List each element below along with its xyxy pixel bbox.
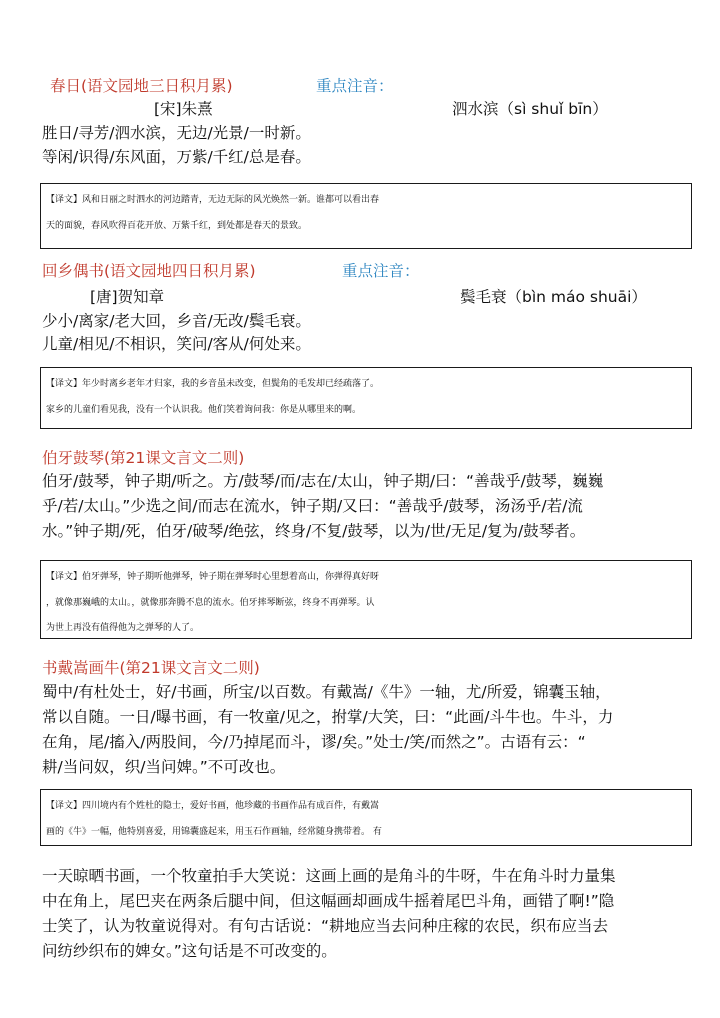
text4-line-1: 蜀中/有杜处士，好/书画，所宝/以百数。有戴嵩/《牛》一轴，尤/所爱，锦囊玉轴， — [42, 683, 611, 701]
translation-line: 画的《牛》一幅，他特别喜爱，用锦囊盛起来，用玉石作画轴，经常随身携带着。 有 — [46, 826, 382, 837]
poem1-author: [宋]朱熹 — [154, 100, 213, 118]
text4-line-2: 常以自随。一日/曝书画，有一牧童/见之，拊掌/大笑，曰：“此画/斗牛也。牛斗，力 — [42, 708, 614, 726]
text3-translation-box — [40, 560, 692, 639]
translation-line: 为世上再没有值得他为之弹琴的人了。 — [46, 623, 200, 633]
poem1-pinyin-note: 泗水滨（sì shuǐ bīn） — [452, 100, 608, 118]
translation-line: 【译文】四川境内有个姓杜的隐士，爱好书画，他珍藏的书画作品有成百件，有戴嵩 — [46, 801, 380, 811]
text4-line-4: 耕/当问奴，织/当问婢。”不可改也。 — [42, 758, 286, 776]
poem1-title: 春日(语文园地三日积月累) — [50, 77, 233, 95]
poem1-line-2: 等闲/识得/东风面，万紫/千红/总是春。 — [42, 148, 311, 166]
text4-continuation-line-1: 一天晾晒书画，一个牧童拍手大笑说：这画上画的是角斗的牛呀，牛在角斗时力量集 — [42, 867, 616, 885]
text4-translation-box — [40, 789, 692, 846]
text4-continuation-line-4: 问纺纱织布的婢女。”这句话是不可改变的。 — [42, 942, 337, 960]
translation-line: 家乡的儿童们看见我，没有一个认识我。他们笑着询问我：你是从哪里来的啊。 — [46, 404, 362, 415]
text4-continuation-line-2: 中在角上，尾巴夹在两条后腿中间，但这幅画却画成牛摇着尾巴斗角，画错了啊!”隐 — [42, 892, 615, 910]
poem1-line-1: 胜日/寻芳/泗水滨，无边/光景/一时新。 — [42, 124, 311, 142]
poem1-translation-box — [40, 183, 692, 249]
translation-line: 【译文】年少时离乡老年才归家，我的乡音虽未改变，但鬓角的毛发却已经疏落了。 — [46, 379, 380, 389]
text3-line-2: 乎/若/太山。”少选之间/而志在流水，钟子期/又曰：“善哉乎/鼓琴，汤汤乎/若/流 — [42, 497, 583, 515]
translation-line: ，就像那巍峨的太山。，就像那奔腾不息的流水。伯牙摔琴断弦，终身不再弹琴。认 — [46, 597, 375, 608]
text4-title: 书戴嵩画牛(第21课文言文二则) — [42, 659, 260, 677]
text3-line-1: 伯牙/鼓琴，钟子期/听之。方/鼓琴/而/志在/太山，钟子期/曰：“善哉乎/鼓琴，巍巍 — [42, 472, 604, 490]
poem1-key-label: 重点注音： — [316, 77, 394, 95]
poem2-line-1: 少小/离家/老大回，乡音/无改/鬓毛衰。 — [42, 312, 311, 330]
poem2-line-2: 儿童/相见/不相识，笑问/客从/何处来。 — [42, 335, 311, 353]
poem2-pinyin-note: 鬓毛衰（bìn máo shuāi） — [460, 288, 647, 306]
translation-line: 【译文】伯牙弹琴，钟子期听他弹琴，钟子期在弹琴时心里想着高山，你弹得真好呀 — [46, 572, 380, 582]
text3-title: 伯牙鼓琴(第21课文言文二则) — [42, 449, 245, 467]
poem2-key-label: 重点注音： — [342, 262, 420, 280]
text3-line-3: 水。”钟子期/死，伯牙/破琴/绝弦，终身/不复/鼓琴，以为/世/无足/复为/鼓琴者。 — [42, 522, 586, 540]
translation-line: 【译文】风和日丽之时泗水的河边踏青，无边无际的风光焕然一新。谁都可以看出春 — [46, 195, 380, 205]
text4-continuation-line-3: 士笑了，认为牧童说得对。有句古话说：“耕地应当去问种庄稼的农民，织布应当去 — [42, 917, 609, 935]
translation-line: 天的面貌，春风吹得百花开放、万紫千红，到处都是春天的景致。 — [46, 220, 308, 231]
poem2-author: [唐]贺知章 — [90, 288, 165, 306]
poem2-title: 回乡偶书(语文园地四日积月累) — [42, 262, 256, 280]
poem2-translation-box — [40, 367, 692, 429]
text4-line-3: 在角，尾/搐入/两股间，今/乃掉尾而斗，谬/矣。”处士/笑/而然之”。古语有云：“ — [42, 733, 586, 751]
